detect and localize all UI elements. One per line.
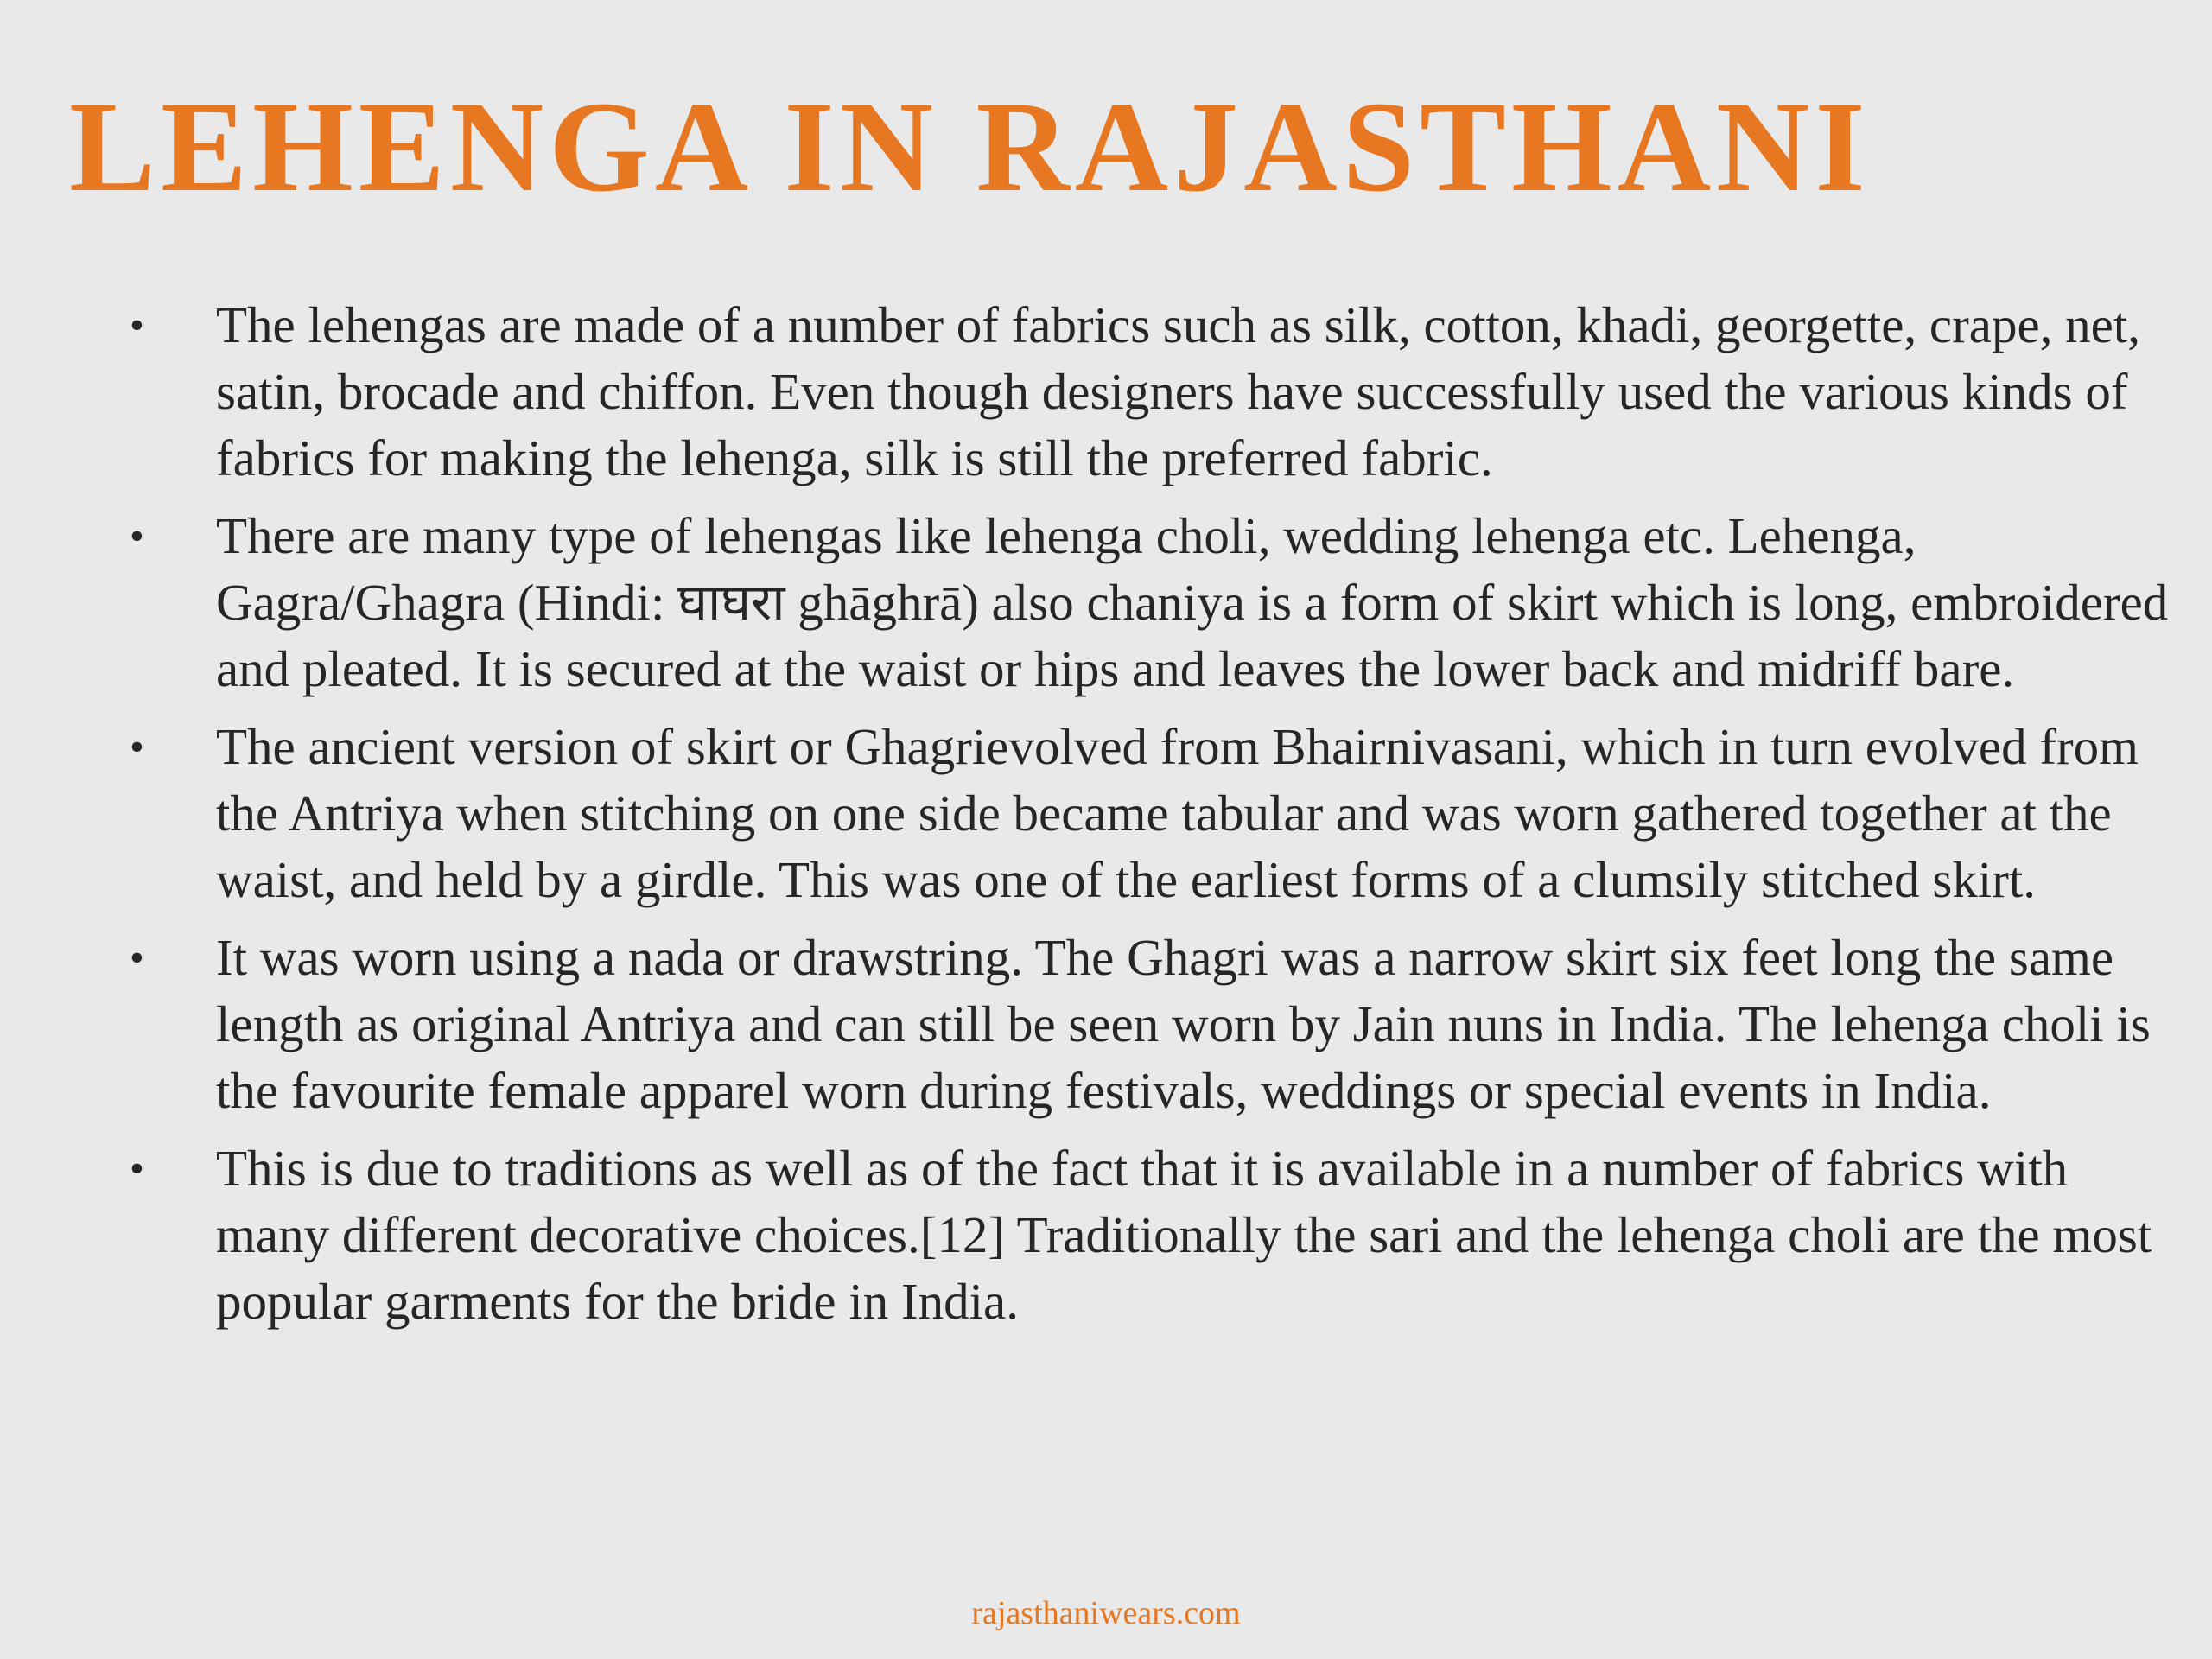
bullet-text: There are many type of lehengas like lehenga choli, wedding lehenga etc. Lehenga, Gagra/Ghagra (Hindi: घाघरा ghāghrā) also chaniya is a form of skirt which is long, embroidered and pleated. It is secured at the waist or hips and leaves the lower back and midriff bare. — [216, 507, 2169, 697]
bullet-icon: • — [130, 302, 144, 348]
bullet-text: The lehengas are made of a number of fabrics such as silk, cotton, khadi, georgette, crape, net, satin, brocade and chiffon. Even though designers have successfully used the various kinds of fabrics for making the lehenga, silk is still the preferred fabric. — [216, 296, 2140, 486]
bullet-item-types — [130, 503, 2186, 702]
bullet-item-drawstring — [130, 925, 2186, 1124]
bullet-icon: • — [130, 724, 144, 770]
slide-title: LEHENGA IN RAJASTHANI — [69, 75, 1871, 219]
bullet-icon: • — [130, 1146, 144, 1192]
bullet-icon: • — [130, 513, 144, 559]
bullet-text: It was worn using a nada or drawstring. The Ghagri was a narrow skirt six feet long the same length as original Antriya and can still be seen worn by Jain nuns in India. The lehenga choli is the favourite female apparel worn during festivals, weddings or special events in India. — [216, 929, 2151, 1119]
bullet-item-traditions — [130, 1135, 2186, 1335]
bullet-list — [130, 292, 2186, 1346]
bullet-icon: • — [130, 935, 144, 981]
bullet-item-history — [130, 714, 2186, 913]
footer-website-link[interactable]: rajasthaniwears.com — [971, 1595, 1241, 1631]
bullet-text: This is due to traditions as well as of the fact that it is available in a number of fabrics with many different decorative choices.[12] Traditionally the sari and the lehenga choli are the most popular garments for the bride in India. — [216, 1140, 2152, 1330]
bullet-item-fabrics — [130, 292, 2186, 492]
bullet-text: The ancient version of skirt or Ghagrievolved from Bhairnivasani, which in turn evolved from the Antriya when stitching on one side became tabular and was worn gathered together at the waist, and held by a girdle. This was one of the earliest forms of a clumsily stitched skirt. — [216, 718, 2139, 908]
